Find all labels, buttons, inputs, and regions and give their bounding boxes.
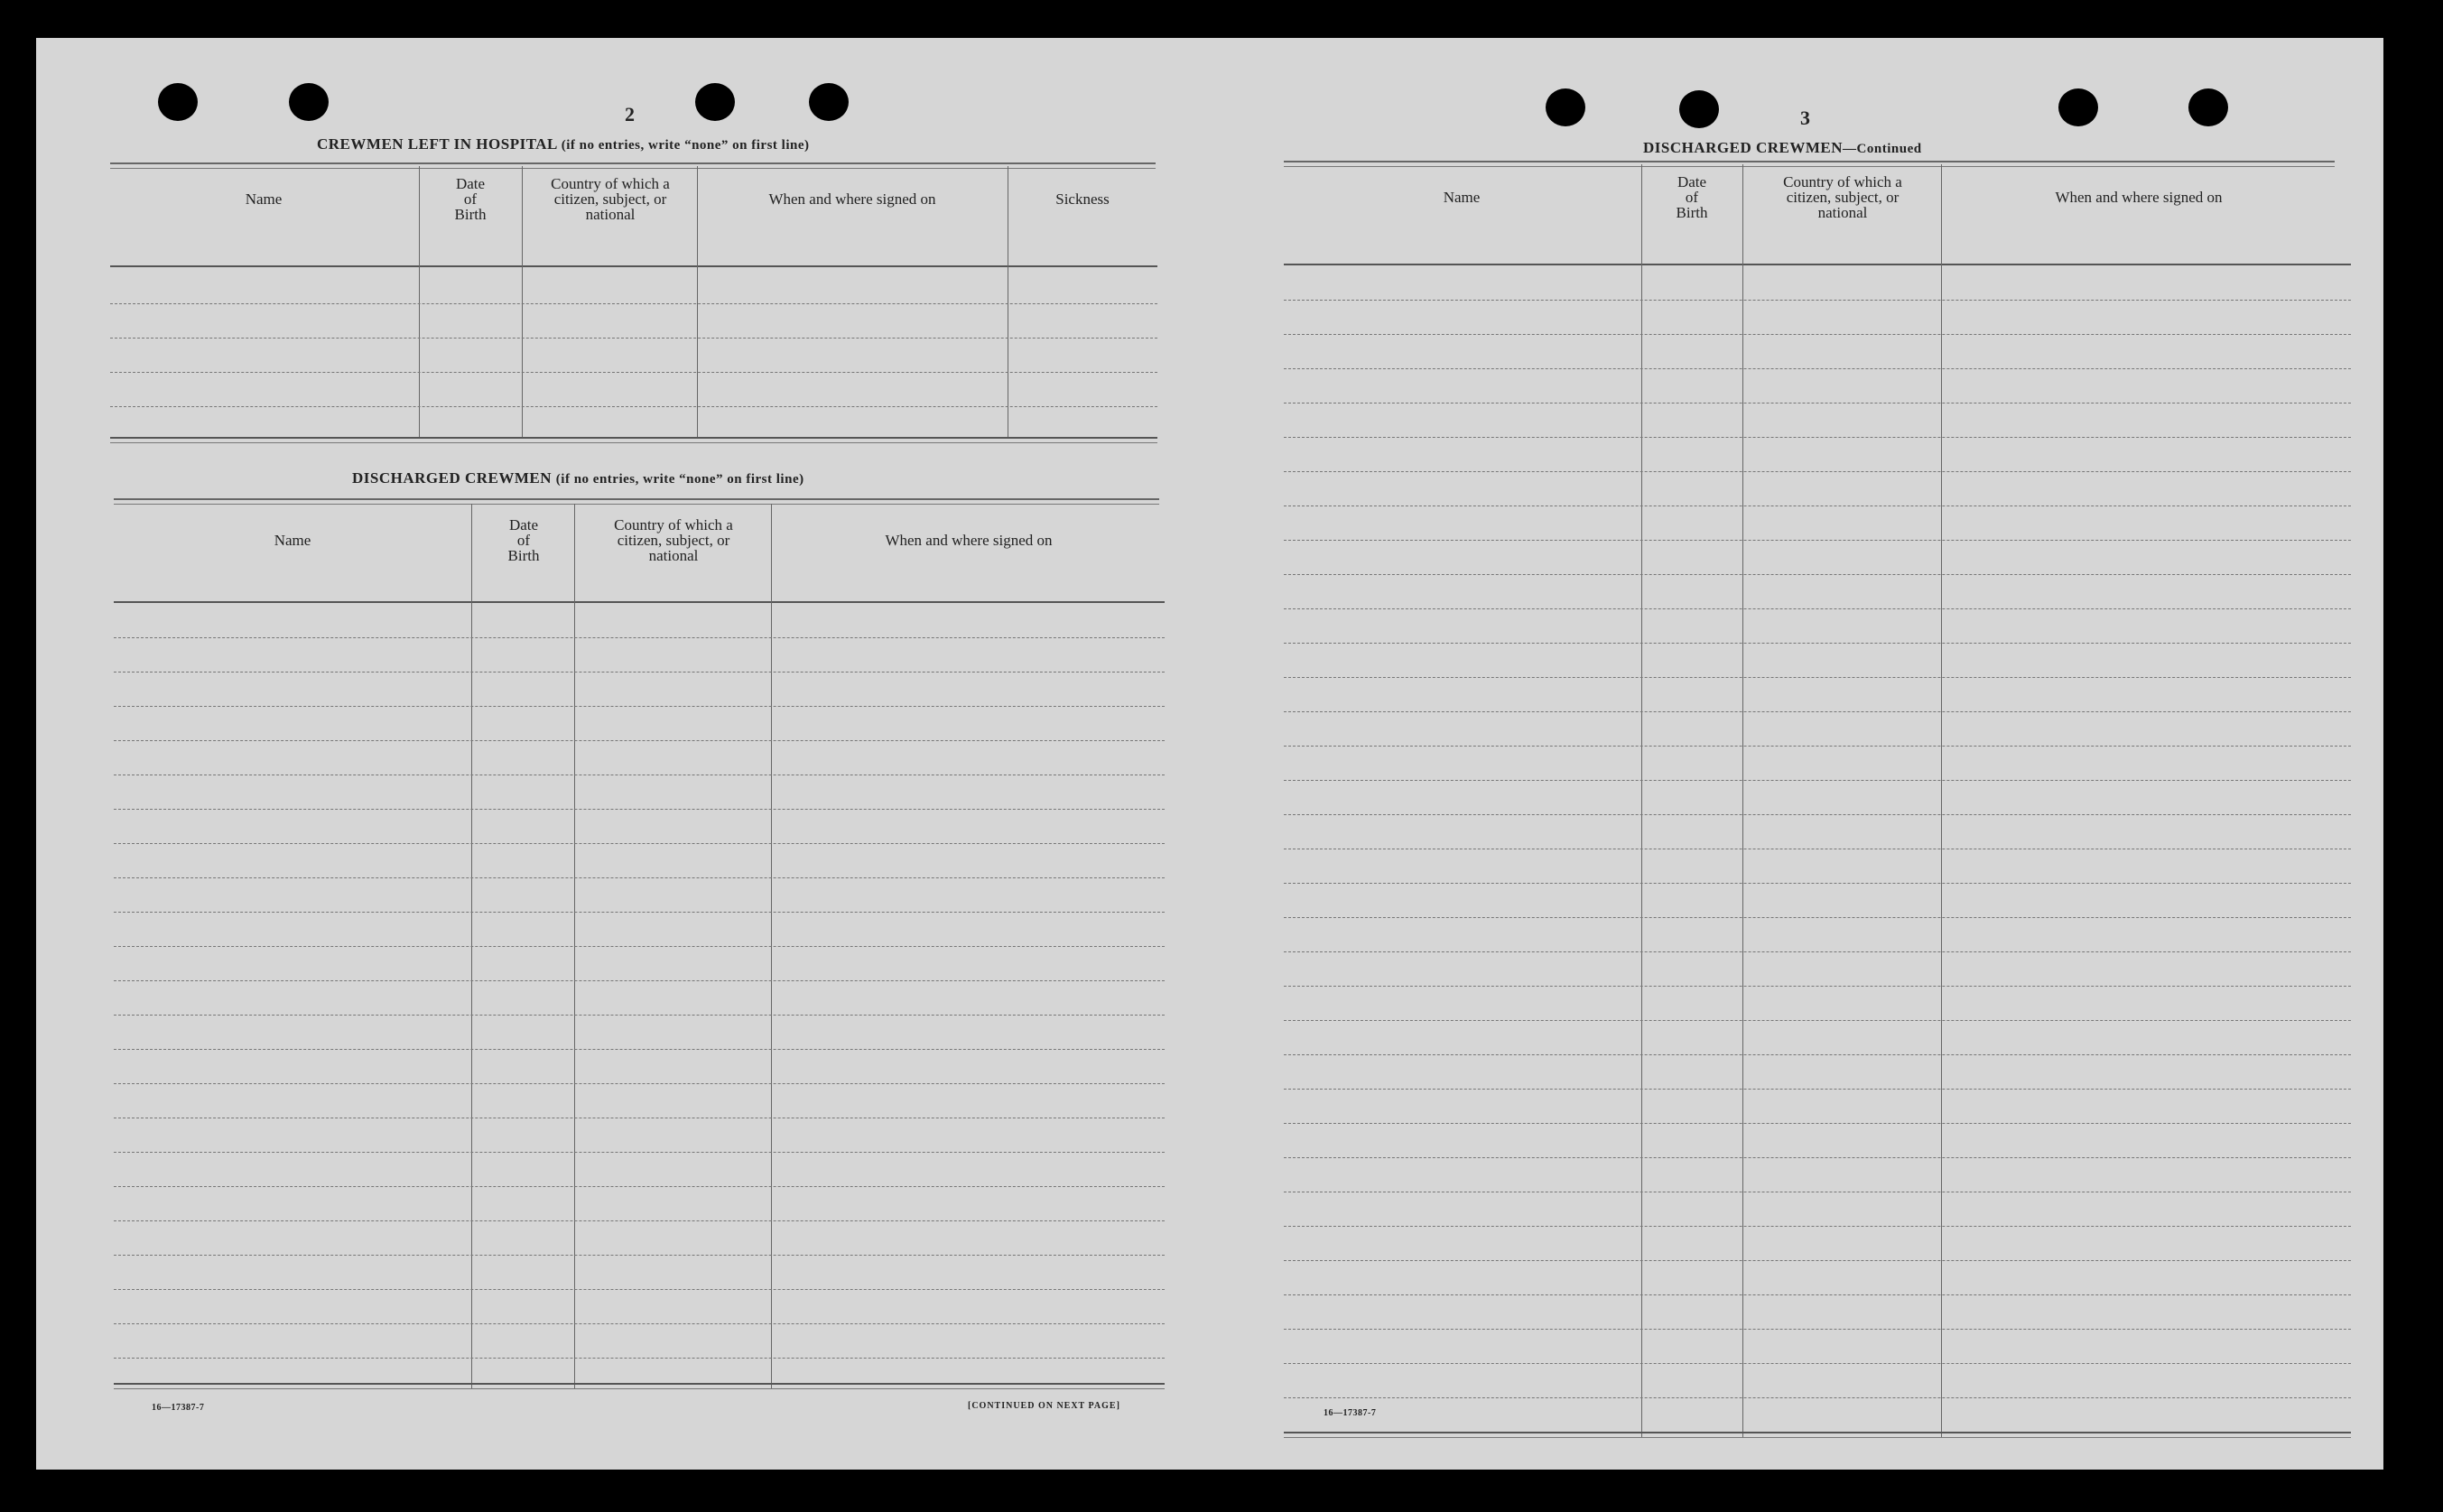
table-row (114, 706, 1165, 707)
col-header-name: Name (1443, 188, 1481, 206)
table-row (114, 980, 1165, 981)
table-row (114, 912, 1165, 913)
col-header-dob: Date of Birth (454, 174, 487, 223)
table-row (114, 809, 1165, 810)
table-row (1284, 1363, 2351, 1364)
table-row (1284, 471, 2351, 472)
table-row (1284, 608, 2351, 609)
column-divider (697, 166, 698, 437)
col-header-name: Name (274, 531, 311, 549)
table-row (1284, 746, 2351, 747)
table-row (1284, 1020, 2351, 1021)
table-row (1284, 1260, 2351, 1261)
table-row (1284, 1329, 2351, 1330)
table-row (1284, 403, 2351, 404)
table-row (1284, 711, 2351, 712)
table-row (114, 877, 1165, 878)
col-header-sickness: Sickness (1055, 190, 1110, 208)
punch-hole (1546, 88, 1585, 126)
punch-hole (695, 83, 735, 121)
table-row (114, 740, 1165, 741)
table-row (1284, 1294, 2351, 1295)
header-underline (110, 265, 1157, 267)
table-bottom-rule (1284, 1432, 2351, 1438)
table-row (110, 303, 1157, 304)
discharged-section-title (352, 469, 804, 487)
table-bottom-rule (110, 437, 1157, 443)
table-row (1284, 574, 2351, 575)
table-row (114, 1152, 1165, 1153)
table-row (1284, 883, 2351, 884)
col-header-name: Name (245, 190, 283, 208)
col-header-country: Country of which a citizen, subject, or national (1783, 172, 1902, 221)
table-row (110, 338, 1157, 339)
table-row (1284, 1089, 2351, 1090)
table-row (110, 372, 1157, 373)
hospital-title-subtitle: (if no entries, write “none” on first line) (561, 138, 810, 153)
table-row (114, 1015, 1165, 1016)
form-number-right: 16—17387-7 (1324, 1408, 1377, 1418)
table-row (114, 1220, 1165, 1221)
punch-hole (809, 83, 849, 121)
hospital-table (110, 166, 1157, 448)
document-sheet (36, 38, 2383, 1470)
table-row (1284, 1054, 2351, 1055)
col-header-signed-on: When and where signed on (2055, 188, 2223, 206)
header-underline (1284, 264, 2351, 265)
table-row (1284, 437, 2351, 438)
column-divider (419, 166, 420, 437)
punch-hole (2058, 88, 2098, 126)
hospital-title-text: CREWMEN LEFT IN HOSPITAL (317, 135, 557, 153)
col-header-signed-on: When and where signed on (768, 190, 936, 208)
table-row (114, 1255, 1165, 1256)
table-row (1284, 300, 2351, 301)
table-row (114, 1289, 1165, 1290)
punch-hole (289, 83, 329, 121)
table-row (114, 1358, 1165, 1359)
col-header-dob: Date of Birth (1676, 172, 1708, 221)
punch-hole (2188, 88, 2228, 126)
table-row (1284, 917, 2351, 918)
table-row (1284, 986, 2351, 987)
table-row (114, 946, 1165, 947)
table-row (114, 1049, 1165, 1050)
punch-hole (158, 83, 198, 121)
discharged-title-text: DISCHARGED CREWMEN (352, 469, 553, 487)
table-row (1284, 1397, 2351, 1398)
table-row (1284, 677, 2351, 678)
table-row (1284, 1123, 2351, 1124)
right-section-title (1643, 139, 1922, 157)
col-header-country: Country of which a citizen, subject, or national (614, 515, 733, 564)
col-header-dob: Date of Birth (507, 515, 540, 564)
col-header-signed-on: When and where signed on (885, 531, 1053, 549)
table-row (114, 1323, 1165, 1324)
table-row (114, 672, 1165, 673)
table-row (1284, 540, 2351, 541)
page-number-right: 3 (1800, 107, 1810, 129)
table-row (1284, 368, 2351, 369)
discharged-title-subtitle: (if no entries, write “none” on first line) (555, 472, 804, 487)
table-row (1284, 780, 2351, 781)
hospital-section-title (317, 135, 810, 153)
table-row (114, 637, 1165, 638)
table-row (114, 1186, 1165, 1187)
col-header-country: Country of which a citizen, subject, or national (551, 174, 670, 223)
table-row (114, 1083, 1165, 1084)
header-underline (114, 601, 1165, 603)
column-divider (1641, 164, 1642, 1437)
table-row (1284, 951, 2351, 952)
form-number-left: 16—17387-7 (152, 1403, 205, 1413)
page-number-left: 2 (625, 103, 635, 125)
column-divider (1742, 164, 1743, 1437)
right-discharged-table (1284, 164, 2351, 1437)
right-title-suffix: —Continued (1843, 142, 1922, 156)
table-row (1284, 643, 2351, 644)
table-bottom-rule (114, 1383, 1165, 1389)
discharged-table (114, 504, 1165, 1388)
table-row (114, 843, 1165, 844)
continued-note: [CONTINUED ON NEXT PAGE] (968, 1401, 1120, 1411)
punch-hole (1679, 90, 1719, 128)
table-row (110, 406, 1157, 407)
column-divider (1941, 164, 1942, 1437)
right-title-text: DISCHARGED CREWMEN (1643, 139, 1844, 156)
table-row (1284, 1226, 2351, 1227)
table-row (1284, 334, 2351, 335)
column-divider (522, 166, 523, 437)
table-row (1284, 814, 2351, 815)
table-row (1284, 1157, 2351, 1158)
